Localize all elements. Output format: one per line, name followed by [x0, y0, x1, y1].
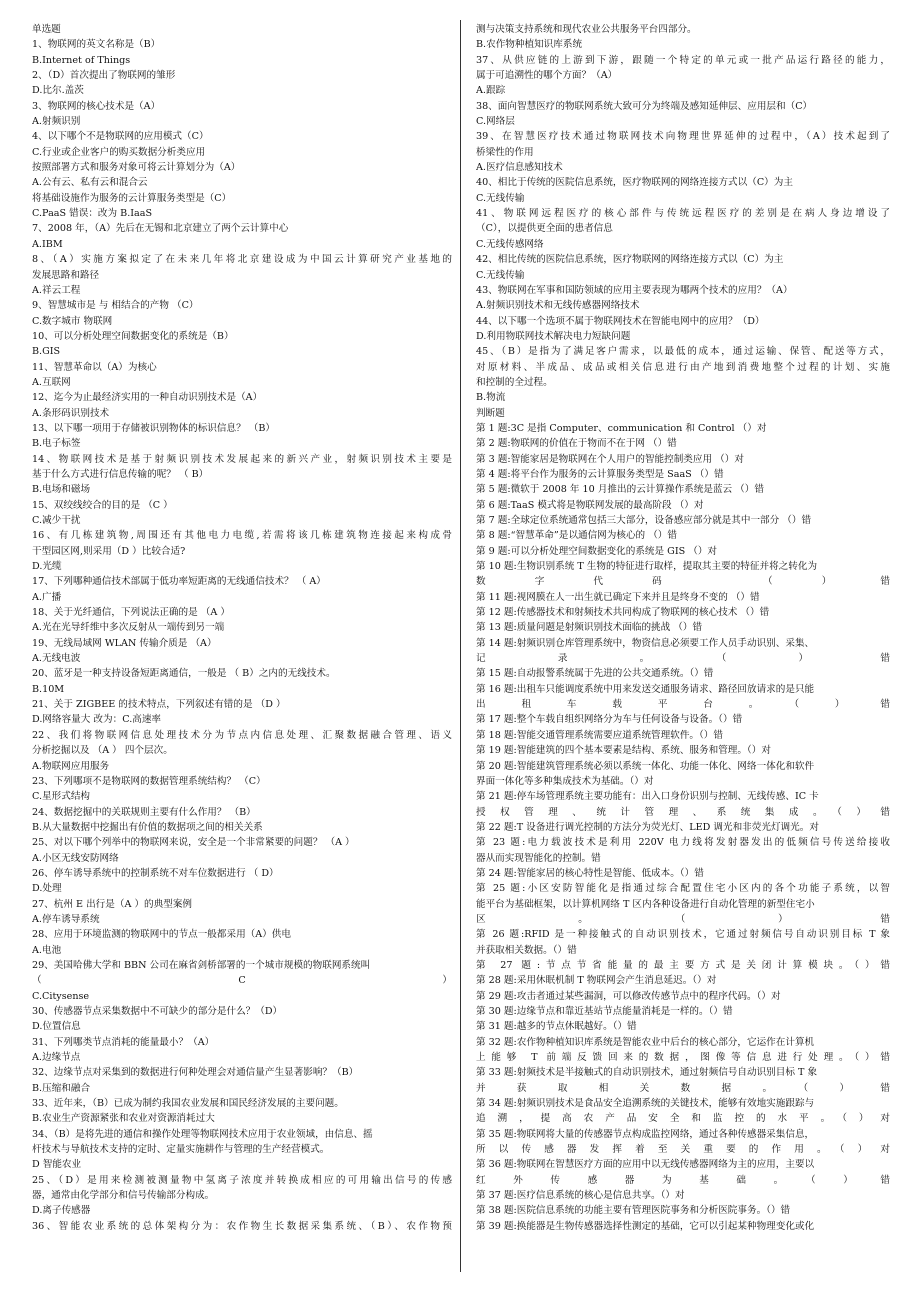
left-column-line: D.位置信息: [32, 1021, 81, 1033]
right-column-line: 43、物联网在军事和国防领域的应用主要表现为哪两个技术的应用？（A）: [476, 284, 793, 296]
right-column-line: 第 36 题:物联网在智慧医疗方面的应用中以无线传感器网络为主的应用，主要以: [476, 1159, 815, 1171]
left-column-line: 30、传感器节点采集数据中不可缺少的部分是什么？（D）: [32, 1006, 283, 1017]
left-column-line: B.Internet of Things: [32, 54, 131, 66]
right-column-line: C.无线传感网络: [476, 238, 544, 250]
right-column-line: 37、从供应链的上游到下游，跟随一个特定的单元或一批产品运行路径的能力，: [476, 54, 890, 66]
right-column-line: 第 21 题:停车场管理系统主要功能有：出入口身份识别与控制、无线传感、IC 卡: [476, 791, 819, 803]
right-column-line: 第 31 题:越多的节点休眠越好。（）错: [476, 1021, 637, 1033]
left-column-line: 22、我们将物联网信息处理技术分为节点内信息处理、汇聚数据融合管理、语义: [32, 729, 452, 741]
left-column-line: A.边缘节点: [32, 1052, 81, 1064]
left-column-line: 19、无线局域网 WLAN 传输介质是 （A）: [32, 637, 217, 649]
left-column-line: 25、对以下哪个列举中的物联网来说，安全是一个非常紧要的问题？ （A ）: [32, 837, 355, 849]
left-column-line: A.物联网应用服务: [32, 760, 110, 772]
right-column-line: 41、物联网远程医疗的核心部件与传统远程医疗的差别是在病人身边增设了: [476, 208, 890, 220]
left-column-line: 13、以下哪一项用于存储被识别物体的标识信息？ （B）: [32, 422, 275, 434]
left-column-line: （C）: [32, 975, 452, 987]
right-column-line: 第 18 题:智能交通管理系统需要应道系统管理软件。（）错: [476, 729, 723, 741]
left-column-line: A.公有云、私有云和混合云: [32, 177, 148, 189]
right-column-line: 所以传感器发挥着至关重要的作用。（）对: [476, 1144, 890, 1156]
left-column-line: C.行业或企业客户的购买数据分析类应用: [32, 146, 206, 158]
left-column-line: C.PaaS 错误：改为 B.IaaS: [32, 208, 153, 220]
left-column-line: 34、（B）是将先进的通信和操作处理等物联网技术应用于农业领域，由信息、摇: [32, 1128, 373, 1140]
right-column-line: C.无线传输: [476, 192, 525, 204]
left-column-line: D.网络容量大 改为：C.高速率: [32, 714, 162, 726]
right-column-line: 第 39 题:换能器是生物传感器选择性测定的基础，它可以引起某种物理变化或化: [476, 1220, 815, 1232]
left-column-line: D.离子传感器: [32, 1205, 91, 1217]
right-column-line: 记录。（）错: [476, 653, 890, 665]
left-column-line: B.农业生产资源紧张和农业对资源消耗过大: [32, 1113, 215, 1125]
right-column-line: 能平台为基础框架，以计算机网络 T 区内各种设备进行自动化管理的新型住宅小: [476, 898, 815, 910]
right-column-line: 区。（）错: [476, 913, 890, 925]
left-column-line: A.祥云工程: [32, 284, 81, 296]
right-column-line: 39、在智慧医疗技术通过物联网技术向物理世界延伸的过程中，（A）技术起到了: [476, 131, 890, 143]
right-column-line: 属于可追溯性的哪个方面？（A）: [476, 70, 618, 82]
left-column-line: 33、近年来，（B）已成为制约我国农业发展和国民经济发展的主要问题。: [32, 1098, 344, 1110]
left-column-line: 分析挖掘以及 （A ） 四个层次。: [32, 745, 173, 757]
left-column-line: A.IBM: [32, 238, 63, 250]
right-column-line: A.医疗信息感知技术: [476, 162, 563, 174]
right-column-line: 第 38 题:医院信息系统的功能主要有管理医院事务和分析医院事务。（）错: [476, 1205, 791, 1217]
right-column-line: 追溯，提高农产品安全和监控的水平。（）对: [476, 1113, 890, 1125]
left-column-line: 16、有几栋建筑物,周围还有其他电力电缆,若需将该几栋建筑物连接起来构成骨: [32, 530, 452, 542]
left-column-line: C.减少干扰: [32, 515, 81, 526]
right-column-line: 和控制的全过程。: [476, 376, 553, 388]
right-column-line: 第 3 题:智能家居是物联网在个人用户的智能控制类应用 （）对: [476, 453, 744, 465]
right-column-line: 红外传感器为基础。（）错: [476, 1174, 890, 1186]
right-column-line: 第 19 题:智能建筑的四个基本要素是结构、系统、服务和管理。（）对: [476, 745, 771, 757]
left-column-line: 23、下列哪项不是物联网的数据管理系统结构？ （C）: [32, 775, 266, 787]
left-column-line: 基于什么方式进行信息传输的呢？ （ B）: [32, 468, 209, 480]
left-column-line: 21、关于 ZIGBEE 的技术特点，下列叙述有错的是 （D ）: [32, 699, 286, 711]
right-column-line: 第 8 题:“智慧革命”是以通信网为核心的 （）错: [476, 530, 677, 542]
left-column-line: B.压缩和融合: [32, 1082, 91, 1094]
right-column-line: 第 35 题:物联网将大量的传感器节点构成监控网络，通过各种传感器采集信息，: [476, 1128, 815, 1140]
right-column-line: 第 12 题:传感器技术和射频技术共同构成了物联网的核心技术 （）错: [476, 607, 770, 619]
left-column-line: C.星形式结构: [32, 791, 91, 803]
left-column-line: 10、可以分析处理空间数据变化的系统是（B）: [32, 330, 234, 342]
right-column-line: 40、相比于传统的医院信息系统，医疗物联网的网络连接方式以（C）为主: [476, 177, 793, 189]
left-column-line: C.数字城市 物联网: [32, 315, 113, 327]
left-column-line: 28、应用于环境监测的物联网中的节点一般都采用（A）供电: [32, 929, 291, 941]
left-column-line: B.10M: [32, 683, 65, 695]
right-column-line: 第 27 题:节点节省能量的最主要方式是关闭计算模块。（）错: [476, 959, 890, 971]
right-column-line: 第 22 题:T 设备进行调光控制的方法分为荧光灯、LED 调光和非荧光灯调光。对: [476, 821, 819, 833]
right-column-line: 桥梁性的作用: [476, 146, 534, 158]
right-column-line: 第 25 题:小区安防智能化是指通过综合配置住宅小区内的各个功能子系统，以智: [476, 883, 890, 895]
left-column-line: 17、下列哪种通信技术部属于低功率短距离的无线通信技术？ （ A）: [32, 576, 326, 588]
right-column-line: 第 32 题:农作物种植知识库系统是智能农业中后台的核心部分，它运作在计算机: [476, 1036, 815, 1048]
left-column-line: A.条形码识别技术: [32, 407, 110, 419]
right-column-line: 42、相比传统的医院信息系统，医疗物联网的网络连接方式以（C）为主: [476, 254, 784, 266]
right-column: [476, 22, 890, 1234]
left-column-line: A.停车诱导系统: [32, 913, 100, 925]
right-column-line: 并获取相关数据。（）错: [476, 1082, 890, 1094]
left-column-line: 9、智慧城市是 与 相结合的产物 （C）: [32, 300, 199, 312]
left-column-line: D.处理: [32, 883, 62, 895]
left-column-line: 单选题: [32, 24, 61, 35]
right-column-line: 第 14 题:射频识别仓库管理系统中，物资信息必须要工作人员手动识别、采集、: [476, 637, 815, 649]
left-column-line: 15、双绞线绞合的目的是 （C ）: [32, 499, 173, 511]
right-column-line: 第 15 题:自动报警系统属于先进的公共交通系统。（）错: [476, 668, 714, 680]
left-column-line: 11、智慧革命以（A）为核心: [32, 361, 157, 373]
right-column-line: 第 4 题:将平台作为服务的云计算服务类型是 SaaS （）错: [476, 468, 724, 480]
right-column-line: 第 13 题:质量问题是射频识别技术面临的挑战 （）错: [476, 622, 703, 634]
left-column-line: 7、2008 年，（A）先后在无锡和北京建立了两个云计算中心: [32, 223, 289, 235]
left-column: [32, 22, 452, 1234]
left-column-line: 14、物联网技术是基于射频识别技术发展起来的新兴产业，射频识别技术主要是: [32, 453, 452, 465]
left-column-line: 24、数据挖掘中的关联规则主要有什么作用？ （B）: [32, 806, 256, 818]
right-column-line: 对原材料、半成品、成品或相关信息进行由产地到消费地整个过程的计划、实施: [476, 361, 890, 373]
right-column-line: 判断题: [476, 407, 505, 419]
left-column-line: D 智能农业: [32, 1159, 82, 1171]
left-column-line: 按照部署方式和服务对象可将云计算划分为（A）: [32, 162, 241, 174]
left-column-line: B.从大量数据中挖掘出有价值的数据项之间的相关关系: [32, 821, 263, 833]
right-column-line: 第 23 题:电力载波技术是利用 220V 电力线将发射器发出的低频信号传送给接收: [476, 837, 890, 849]
left-column-line: 31、下列哪类节点消耗的能量最小？（A）: [32, 1036, 215, 1048]
left-column-line: 器，通常由化学部分和信号传输部分构成。: [32, 1190, 215, 1202]
left-column-line: 12、迄今为止最经济实用的一种自动识别技术是（A）: [32, 392, 263, 404]
left-column-line: A.互联网: [32, 376, 71, 388]
right-column-line: 44、以下哪一个选项不属于物联网技术在智能电网中的应用？（D）: [476, 315, 765, 327]
right-column-line: 第 24 题:智能家居的核心特性是智能、低成本。（）错: [476, 867, 704, 879]
right-column-line: 第 9 题:可以分析处理空间数据变化的系统是 GIS （）对: [476, 545, 718, 557]
right-column-line: 出租车载平台。（）错: [476, 699, 890, 711]
right-column-line: 第 17 题:整个车载自组织网络分为车与任何设备与设备。（）错: [476, 714, 743, 726]
left-column-line: 25、（D）是用来检测被测量物中氢离子浓度并转换成相应的可用输出信号的传感: [32, 1174, 452, 1186]
right-column-line: 第 26 题:RFID 是一种接触式的自动识别技术，它通过射频信号自动识别目标 T 象: [476, 929, 890, 941]
right-column-line: 器从而实现智能化的控制。错: [476, 852, 601, 864]
right-column-line: 第 37 题:医疗信息系统的核心是信息共享。（）对: [476, 1190, 685, 1202]
left-column-line: 20、蓝牙是一种支持设备短距离通信，一般是 （ B）之内的无线技术。: [32, 668, 336, 680]
left-column-line: D.比尔.盖茨: [32, 85, 84, 97]
right-column-line: A.射频识别技术和无线传感器网络技术: [476, 300, 640, 312]
left-column-line: A.广播: [32, 591, 62, 603]
left-column-line: A.光在光导纤维中多次反射从一端传到另一端: [32, 622, 225, 634]
right-column-line: 界面一体化等多种集成技术为基础。（）对: [476, 775, 654, 787]
left-column-line: A.射频识别: [32, 116, 81, 128]
left-column-line: 3、物联网的核心技术是（A）: [32, 100, 161, 112]
right-column-line: 第 11 题:视网膜在人一出生就已确定下来并且是终身不变的 （）错: [476, 591, 760, 603]
right-column-line: 第 29 题:攻击者通过某些漏洞，可以修改传感节点中的程序代码。（）对: [476, 990, 781, 1002]
right-column-line: 第 2 题:物联网的价值在于物而不在于网 （）错: [476, 438, 677, 450]
right-column-line: 第 20 题:智能建筑管理系统必须以系统一体化、功能一体化、网络一体化和软件: [476, 760, 815, 772]
column-divider: [460, 20, 461, 1272]
right-column-line: 第 1 题:3C 是指 Computer、communication 和 Control （）对: [476, 422, 767, 434]
right-column-line: 第 30 题:边缘节点和靠近基站节点能量消耗是一样的。（）错: [476, 1006, 733, 1017]
left-column-line: B.电子标签: [32, 438, 81, 450]
right-column-line: 第 6 题:TaaS 模式将是物联网发展的最高阶段 （）对: [476, 499, 704, 511]
right-column-line: 38、面向智慧医疗的物联网系统大致可分为终端及感知延伸层、应用层和（C）: [476, 100, 813, 112]
left-column-line: 干型园区网,则采用（D ）比较合适?: [32, 545, 186, 557]
right-column-line: 45、（B）是指为了满足客户需求，以最低的成本，通过运输、保管、配送等方式，: [476, 346, 890, 358]
left-column-line: D.光缆: [32, 561, 62, 573]
right-column-line: A.跟踪: [476, 85, 506, 97]
right-column-line: 第 7 题:全球定位系统通常包括三大部分，设备感应部分就是其中一部分 （）错: [476, 515, 812, 526]
left-column-line: 发展思路和路径: [32, 269, 100, 281]
right-column-line: 第 33 题:射频技术是半接触式的自动识别技术，通过射频信号自动识别目标 T 象: [476, 1067, 818, 1079]
left-column-line: 26、停车诱导系统中的控制系统不对车位数据进行 （ D）: [32, 867, 279, 879]
left-column-line: C.Citysense: [32, 990, 90, 1002]
left-column-line: 32、边缘节点对采集到的数据进行何种处理会对通信量产生显著影响？（B）: [32, 1067, 359, 1079]
right-column-line: 测与决策支持系统和现代农业公共服务平台四部分。: [476, 24, 697, 35]
right-column-line: 第 5 题:微软于 2008 年 10 月推出的云计算操作系统是蓝云 （）错: [476, 484, 764, 496]
right-column-line: 第 28 题:采用休眠机制 T 物联网会产生消息延迟。（）对: [476, 975, 717, 987]
left-column-line: 4、以下哪个不是物联网的应用模式（C）: [32, 131, 209, 143]
right-column-line: 第 16 题:出租车只能调度系统中用来发送交通服务请求、路径回放请求的是只能: [476, 683, 815, 695]
left-column-line: B.电场和磁场: [32, 484, 91, 496]
right-column-line: 授权管理、统计管理、系统集成。（）错: [476, 806, 890, 818]
left-column-line: A.无线电波: [32, 653, 81, 665]
left-column-line: 2、（D）首次提出了物联网的雏形: [32, 70, 176, 82]
right-column-line: （C），以提供更全面的患者信息: [476, 223, 613, 235]
left-column-line: B.GIS: [32, 346, 61, 358]
left-column-line: 将基础设施作为服务的云计算服务类型是（C）: [32, 192, 232, 204]
left-column-line: 杆技术与导航技术支持的定时、定量实施耕作与管理的生产经营模式。: [32, 1144, 330, 1156]
left-column-line: 27、杭州 E 出行是（A ）的典型案例: [32, 898, 193, 910]
right-column-line: 第 34 题:射频识别技术是食品安全追溯系统的关键技术，能够有效地实施跟踪与: [476, 1098, 815, 1110]
left-column-line: 29、美国哈佛大学和 BBN 公司在麻省剑桥部署的一个城市规模的物联网系统叫: [32, 959, 371, 971]
right-column-line: B.物流: [476, 392, 506, 404]
right-column-line: C.无线传输: [476, 269, 525, 281]
right-column-line: D.利用物联网技术解决电力短缺问题: [476, 330, 631, 342]
right-column-line: B.农作物种植知识库系统: [476, 39, 583, 51]
left-column-line: 36、智能农业系统的总体架构分为：农作物生长数据采集系统、（B）、农作物预: [32, 1220, 452, 1232]
left-column-line: 1、物联网的英文名称是（B）: [32, 39, 161, 51]
right-column-line: 第 10 题:生物识别系统 T 生物的特征进行取样，提取其主要的特征并将之转化为: [476, 561, 818, 573]
right-column-line: 并获取相关数据。（）错: [476, 944, 577, 956]
left-column-line: 8、（A）实施方案拟定了在未来几年将北京建设成为中国云计算研究产业基地的: [32, 254, 452, 266]
left-column-line: 18、关于光纤通信，下列说法正确的是 （A ）: [32, 607, 230, 619]
right-column-line: 数字代码 （）错: [476, 576, 890, 588]
left-column-line: A.电池: [32, 944, 62, 956]
right-column-line: C.网络层: [476, 116, 515, 128]
left-column-line: A.小区无线安防网络: [32, 852, 119, 864]
right-column-line: 上能够 T 前端反馈回来的数据，图像等信息进行处理。（）错: [476, 1052, 890, 1064]
